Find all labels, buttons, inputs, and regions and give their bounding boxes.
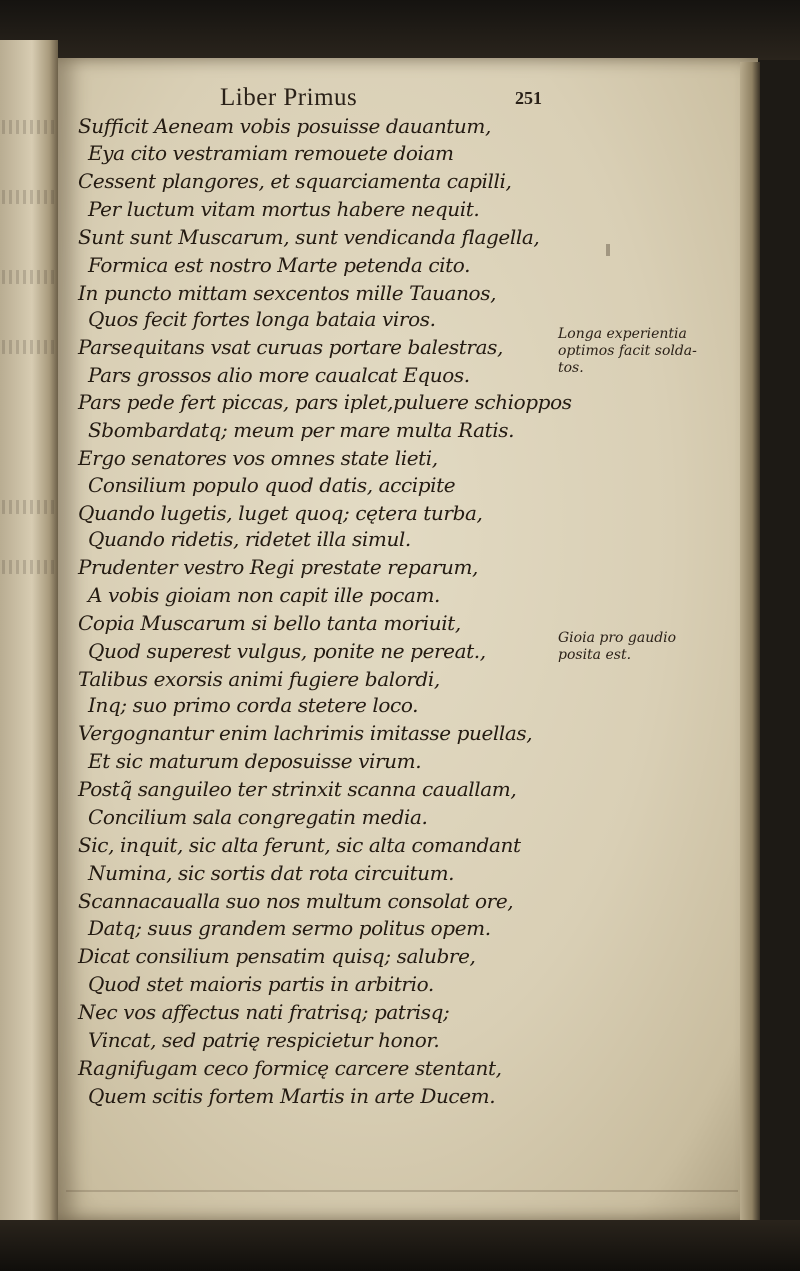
verse-line: Vergognantur enim lachrimis imitasse puellas, (78, 721, 533, 745)
marginal-note-line: Longa experientia (558, 326, 687, 342)
verse-line: Inq; suo primo corda stetere loco. (88, 693, 419, 717)
verse-line: Parsequitans vsat curuas portare balestras, (78, 335, 503, 359)
verse-line: In puncto mittam sexcentos mille Tauanos, (78, 281, 497, 305)
verse-line: Cessent plangores, et squarciamenta capilli, (78, 169, 512, 193)
verse-line: Datq; suus grandem sermo politus opem. (88, 916, 491, 940)
verse-line: Quod stet maioris partis in arbitrio. (88, 972, 434, 996)
ink-bleed (2, 190, 56, 204)
verse-line: Formica est nostro Marte petenda cito. (88, 253, 471, 277)
verse-line: Vincat, sed patrię respicietur honor. (88, 1028, 440, 1052)
verse-line: Quos fecit fortes longa bataia viros. (88, 307, 436, 331)
ink-bleed (2, 270, 56, 284)
verse-line: Quod superest vulgus, ponite ne pereat., (88, 639, 486, 663)
verse-line: Consilium populo quod datis, accipite (88, 473, 456, 497)
marginal-note-line: Gioia pro gaudio (558, 630, 677, 646)
page-number: 251 (515, 88, 542, 108)
marginal-note-line: posita est. (558, 647, 632, 663)
verse-line: Quando lugetis, luget quoq; cętera turba, (78, 501, 483, 525)
verse-line: Numina, sic sortis dat rota circuitum. (88, 861, 455, 885)
verse-line: Sic, inquit, sic alta ferunt, sic alta comandant (78, 833, 521, 857)
verse-line: Scannacaualla suo nos multum consolat ore, (78, 889, 514, 913)
ink-spot (606, 244, 610, 256)
verse-line: Ergo senatores vos omnes state lieti, (78, 446, 438, 470)
verse-line: Postq̃ sanguileo ter strinxit scanna cauallam, (78, 777, 517, 801)
marginal-note-line: optimos facit solda- (558, 343, 697, 359)
verse-line: Dicat consilium pensatim quisq; salubre, (78, 944, 476, 968)
ink-bleed (2, 560, 56, 574)
background-bottom (0, 1220, 800, 1271)
verse-line: Sunt sunt Muscarum, sunt vendicanda flagella, (78, 225, 540, 249)
verse-line: Et sic maturum deposuisse virum. (88, 749, 422, 773)
verse-line: Sbombardatq; meum per mare multa Ratis. (88, 418, 515, 442)
ink-bleed (2, 120, 56, 134)
verse-line: Nec vos affectus nati fratrisq; patrisq; (78, 1000, 450, 1024)
verse-line: Per luctum vitam mortus habere nequit. (88, 197, 480, 221)
verse-line: Concilium sala congregatin media. (88, 805, 428, 829)
ink-bleed (2, 340, 56, 354)
verse-line: Quem scitis fortem Martis in arte Ducem. (88, 1084, 496, 1108)
marginal-note (558, 630, 748, 664)
background-top (0, 0, 800, 60)
marginal-note-line: tos. (558, 360, 584, 376)
marginal-note (558, 326, 748, 377)
verse-line: Talibus exorsis animi fugiere balordi, (78, 667, 440, 691)
verse-line: Prudenter vestro Regi prestate reparum, (78, 555, 478, 579)
running-title: Liber Primus (220, 84, 358, 111)
verse-line: Pars grossos alio more caualcat Equos. (88, 363, 470, 387)
ink-bleed (2, 500, 56, 514)
verse-line: Pars pede fert piccas, pars iplet,puluere schioppos (78, 390, 572, 414)
verse-line: Sufficit Aeneam vobis posuisse dauantum, (78, 114, 491, 138)
running-header (220, 84, 560, 112)
verse-line: Copia Muscarum si bello tanta moriuit, (78, 611, 461, 635)
page-foot-shadow (66, 1190, 738, 1192)
verse-line: Ragnifugam ceco formicę carcere stentant, (78, 1056, 502, 1080)
verse-line: Eya cito vestramiam remouete doiam (88, 141, 454, 165)
verse-line: A vobis gioiam non capit ille pocam. (88, 583, 440, 607)
facing-page-edge (0, 40, 58, 1220)
verse-line: Quando ridetis, ridetet illa simul. (88, 527, 411, 551)
